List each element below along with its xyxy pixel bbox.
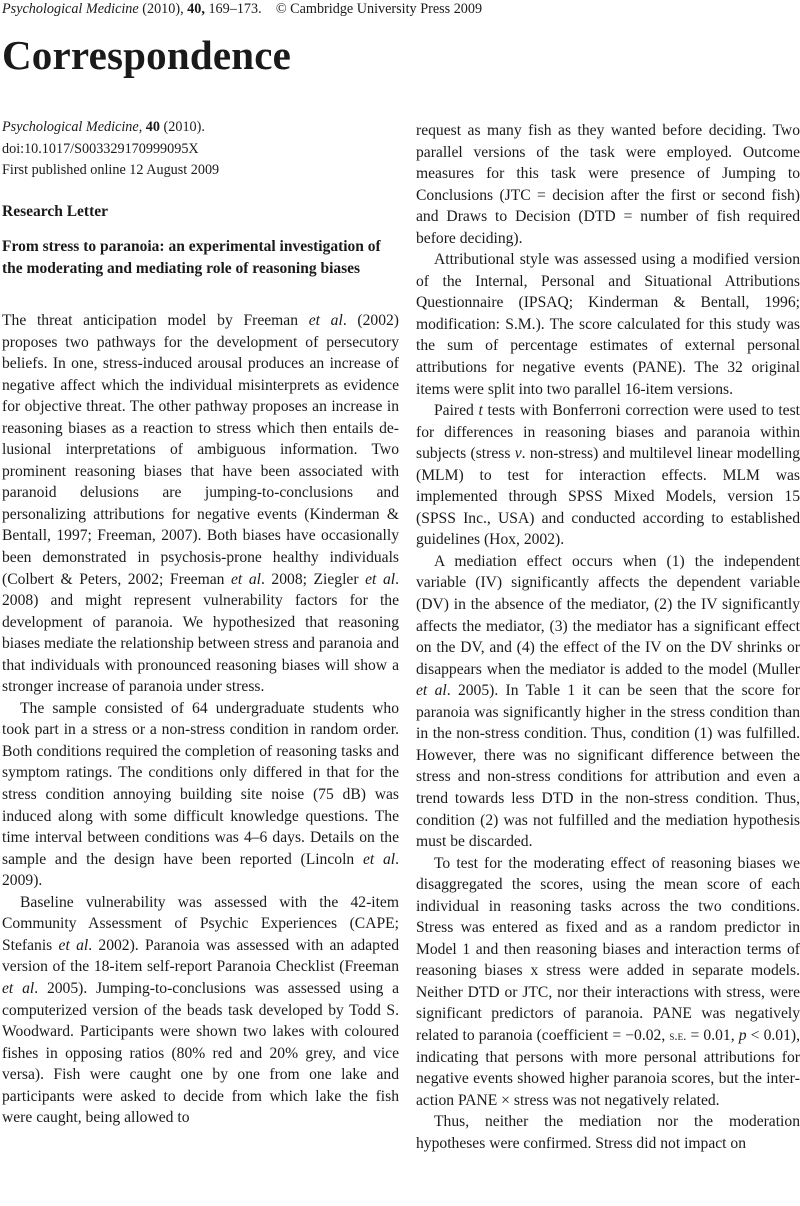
running-head — [2, 0, 482, 18]
running-head-copyright: © Cambridge University Press 2009 — [275, 1, 483, 17]
meta-year: (2010). — [163, 119, 205, 135]
article-meta — [2, 117, 219, 182]
paragraph: Baseline vulnerability was assessed with the 42-item Community Assessment of Psychic Experiences (CAPE; Stefanis et al. 2002). Paranoia was assessed with an adapted version of the 18-item self-report Paranoia Checklist (Freeman et al. 2005). Jumping-to-conclusions was assessed using a computerized version of the beads task developed by Todd S. Woodward. Participants were shown two lakes with coloured fishes in opposing ratios (80% red and 20% grey, and vice versa). Fish were caught one by one from one lake and participants were asked to decide from which lake the fish were caught, being allowed to — [2, 893, 399, 1127]
article-title: From stress to paranoia: an experimental investigation of the moderating and mediating role of reasoning biases — [2, 238, 381, 277]
paragraph: Paired t tests with Bonferroni correction were used to test for differences in reasoning biases and paranoia within subjects (stress v. non-stress) and multilevel linear modelling (MLM) to test for interaction effects. MLM was implemented through SPSS Mixed Models, version 15 (SPSS Inc., USA) and conducted according to established guidelines (Hox, 2002). — [416, 402, 800, 549]
doi-link[interactable]: doi:10.1017/S003329170999095X — [2, 140, 199, 157]
paragraph: A mediation effect occurs when (1) the independent variable (IV) significantly affects the dependent variable (DV) in the absence of the mediator, (2) the IV significantly affects the mediator, (3) the mediator has a significant effect on the DV, and (4) the effect of the IV on the DV shrinks or disappears when the mediator is added to the model (Muller et al. 2005). In Table 1 it can be seen that the score for paranoia was significantly higher in the stress condition than in the non-stress condition. Thus, condition (1) was fulfilled. However, there was no significant difference between the stress and non-stress conditions for attribution and even a trend towards less DTD in the non-stress condition. Thus, condition (2) was not fulfilled and the mediation hypothesis must be discarded. — [416, 552, 800, 851]
paragraph: The threat anticipation model by Freeman et al. (2002) proposes two pathways for the development of persecutory beliefs. In one, stress-induced arousal produces an increase of negative affect which the individual misinterprets as evidence for objective threat. The other pathway proposes an increase in reasoning biases as a reaction to stress which then entails delusional interpretations of ambiguous information. Two prominent reasoning biases that have been associated with paranoid delusions are jumping-to-conclusions and personalizing attributions for negative events (Kinderman & Bentall, 1997; Freeman, 2007). Both biases have occasionally been demonstrated in psychosis-prone healthy individuals (Colbert & Peters, 2002; Freeman et al. 2008; Ziegler et al. 2008) and might represent vulnerability factors for the development of paranoia. We hypothesized that reasoning biases mediate the relationship between stress and paranoia and that individuals with pronounced reasoning biases will show a stronger increase of paranoia under stress. — [2, 312, 399, 696]
paragraph: The sample consisted of 64 undergraduate students who took part in a stress or a non-stress condition in random order. Both conditions required the completion of reasoning tasks and symptom ratings. The conditions only differed in that for the stress condition annoying building site noise (75 dB) was induced along with some difficult knowledge questions. The time interval between conditions was 4–6 days. Details on the sample and the design have been reported (Lincoln et al. 2009). — [2, 699, 399, 890]
paragraph: Attributional style was assessed using a modified version of the Internal, Personal and Situational Attributions Questionnaire (IPSAQ; Kinderman & Bentall, 1996; modification: S.M.). The score calculated for this study was the sum of percentage estimates of external personal attributions for negative events (PANE). The 32 original items were split into two parallel 16-item versions. — [416, 251, 800, 398]
running-head-year: (2010), — [142, 1, 184, 17]
meta-volume: 40 — [145, 119, 160, 135]
paragraph: To test for the moderating effect of reasoning biases we disaggregated the scores, using the mean score of each individual in reasoning tasks across the two conditions. Stress was entered as fixed and as a random predictor in Model 1 and then reasoning biases and interaction terms of reasoning biases x stress were added in separate models. Neither DTD or JTC, nor their interactions with stress, were significant predictors of paranoia. PANE was negatively related to paranoia (coefficient = −0.02, s.e. = 0.01, p < 0.01), indicating that persons with more personal attributions for negative events showed higher paranoia scores, but the interaction PANE × stress was not negatively related. — [416, 854, 800, 1109]
paragraph: request as many fish as they wanted before deciding. Two parallel versions of the task were employed. Outcome measures for this task were presence of Jumping to Conclusions (JTC = decision after the first or second fish) and Draws to Decision (DTD = number of fish required before deciding). — [416, 122, 800, 247]
running-head-pages: 169–173. — [208, 1, 262, 17]
running-head-volume: 40, — [187, 1, 205, 17]
citation-line — [2, 117, 219, 139]
right-column — [416, 120, 800, 1154]
running-head-journal: Psychological Medicine — [2, 1, 139, 17]
section-title: Correspondence — [2, 32, 292, 78]
article-kind: Research Letter — [2, 203, 109, 220]
published-date: First published online 12 August 2009 — [2, 162, 220, 178]
left-column — [2, 310, 399, 1129]
paragraph: Thus, neither the mediation nor the moderation hypotheses were confirmed. Stress did not impact on — [416, 1113, 800, 1152]
meta-journal: Psychological Medicine, — [2, 119, 143, 135]
